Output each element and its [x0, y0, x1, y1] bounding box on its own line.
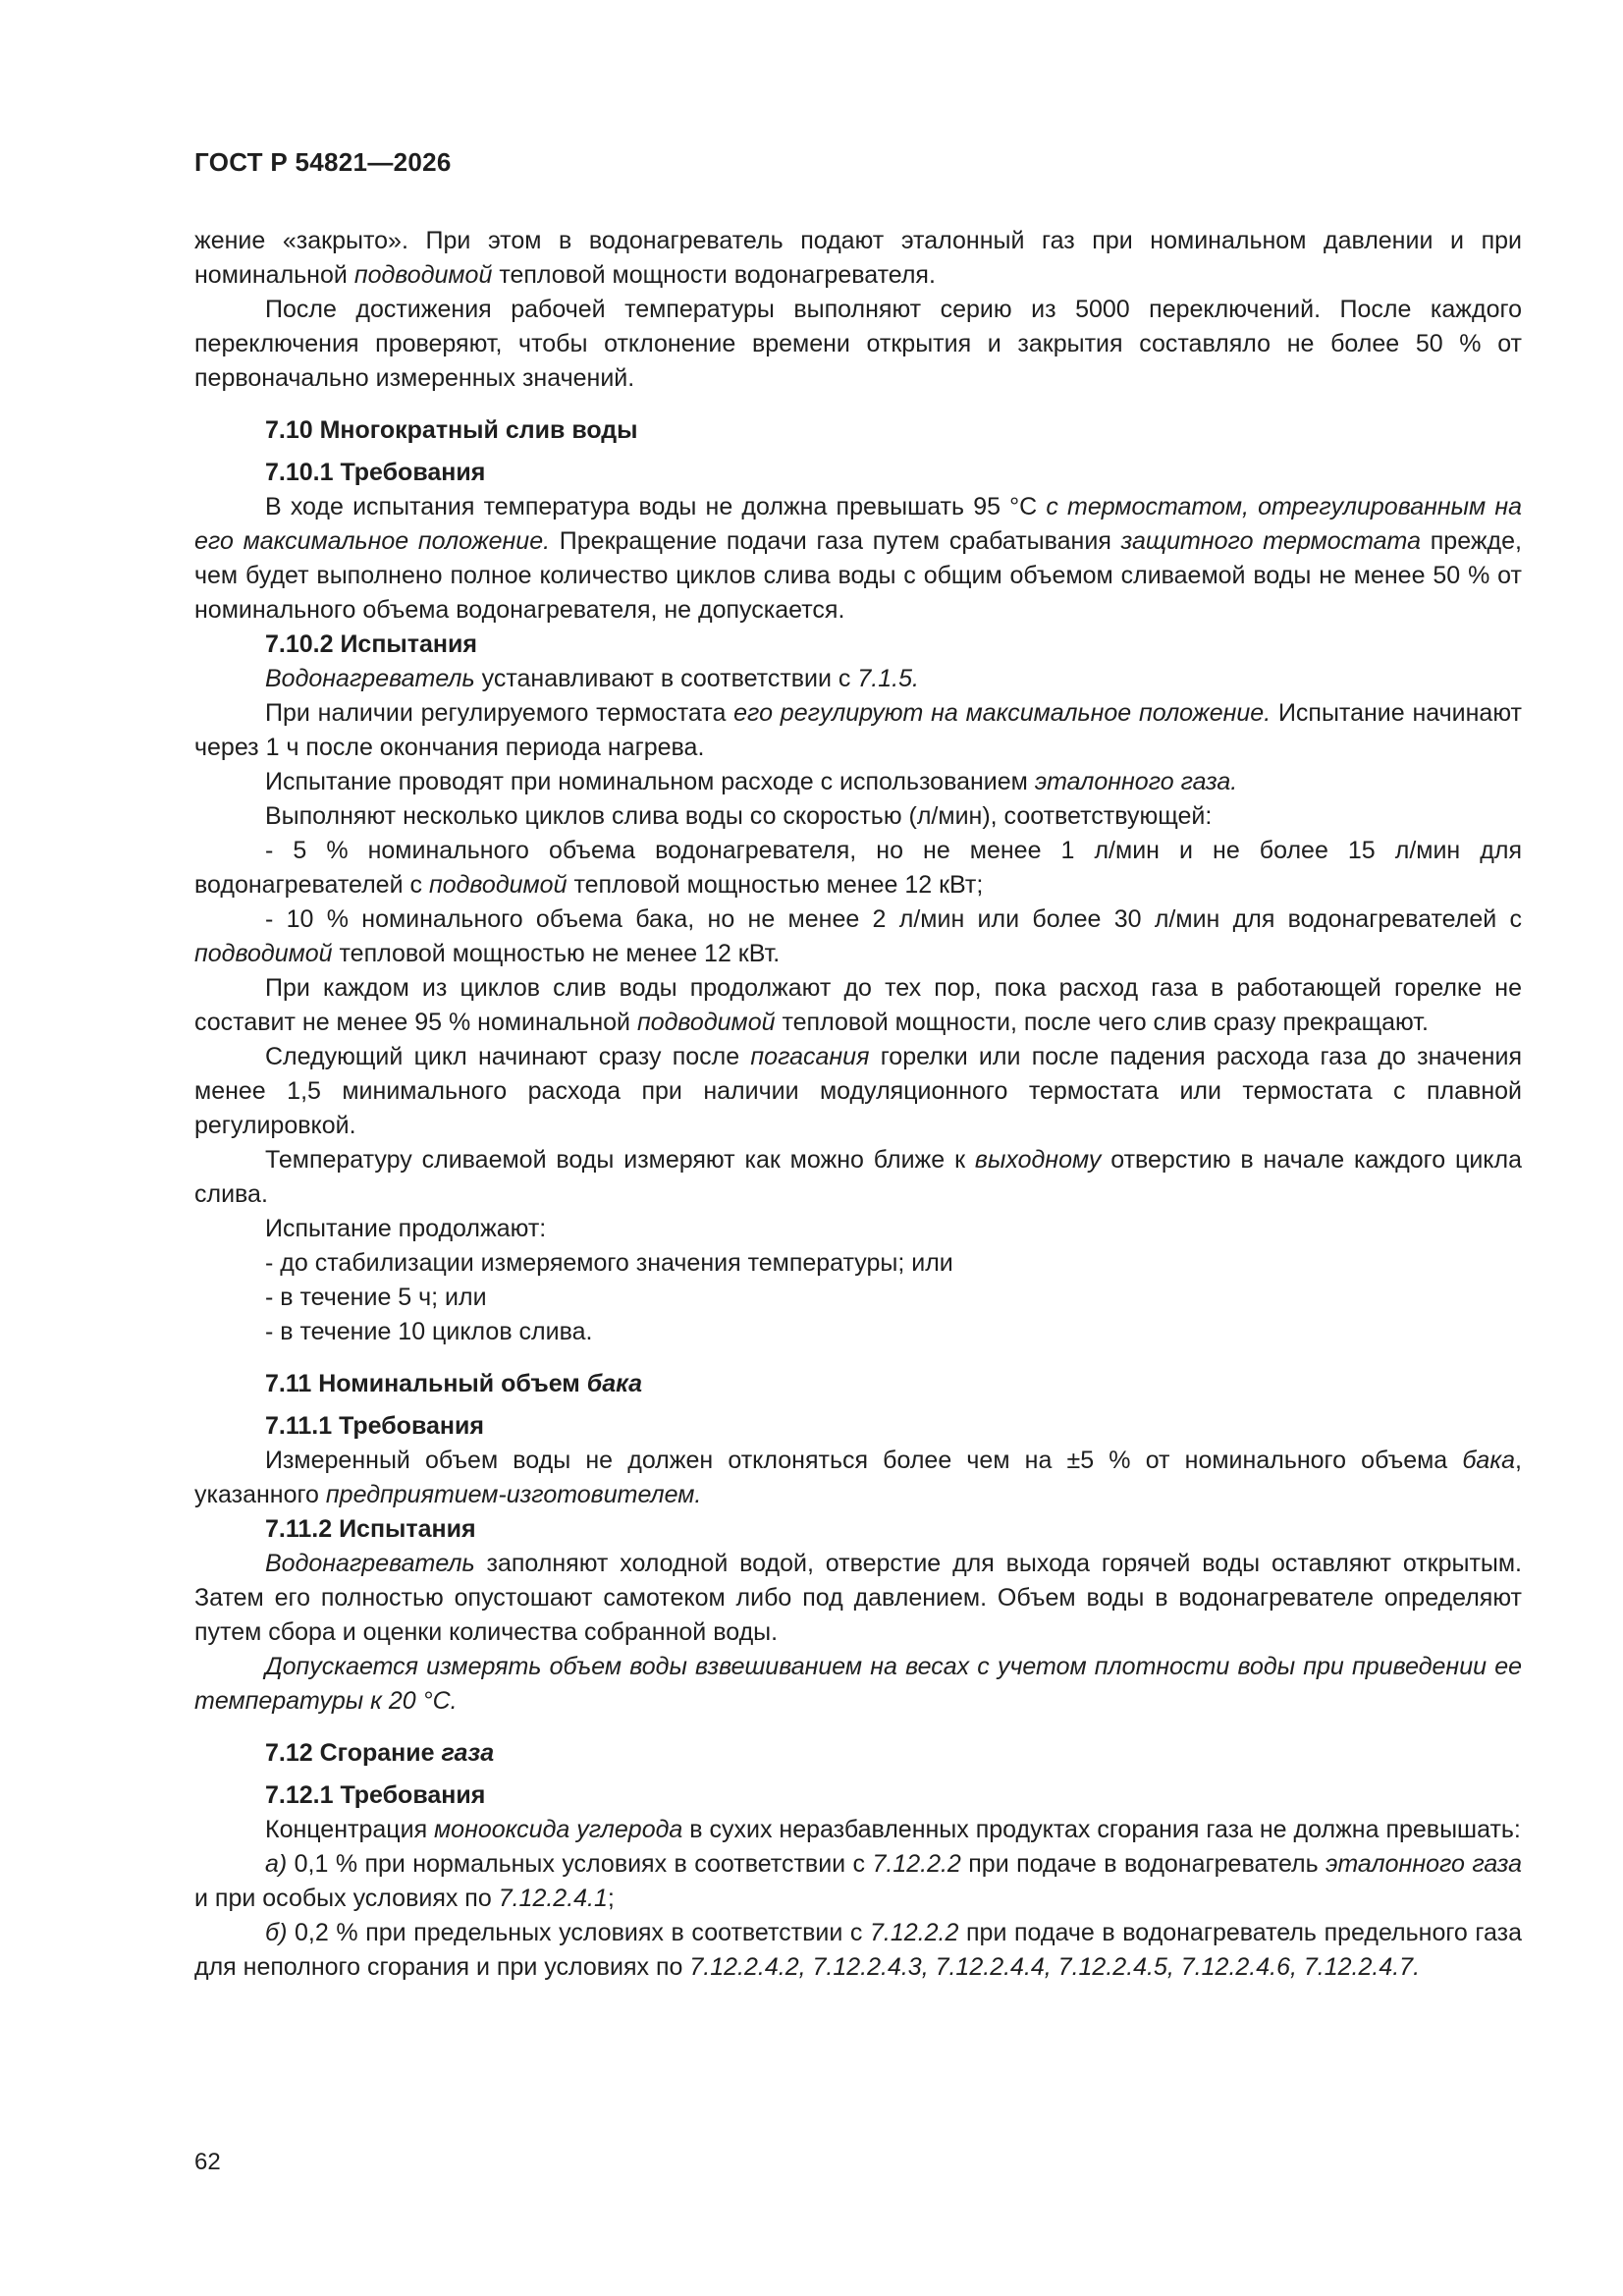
paragraph: Температуру сливаемой воды измеряют как можно ближе к выходному отверстию в начале каждого цикла слива. — [194, 1146, 1522, 1208]
section-heading-7-11: 7.11 Номинальный объем бака — [265, 1370, 642, 1397]
paragraph: Выполняют несколько циклов слива воды со скоростью (л/мин), соответствующей: — [265, 802, 1213, 830]
paragraph: Концентрация монооксида углерода в сухих неразбавленных продуктах сгорания газа не должна превышать: — [265, 1816, 1521, 1843]
document-body — [194, 224, 1522, 1985]
paragraph: После достижения рабочей температуры выполняют серию из 5000 переключений. После каждого переключения проверяют, чтобы отклонение времени открытия и закрытия составляло не более 50 % от первоначально измеренных значений. — [194, 296, 1522, 392]
list-item: - в течение 5 ч; или — [265, 1284, 487, 1311]
page-number: 62 — [194, 2149, 221, 2175]
section-heading-7-10: 7.10 Многократный слив воды — [265, 416, 638, 444]
list-item: - 5 % номинального объема водонагревателя, но не менее 1 л/мин и не более 15 л/мин для водонагревателей с подводимой тепловой мощностью менее 12 кВт; — [194, 837, 1522, 899]
list-item-a: а) 0,1 % при нормальных условиях в соответствии с 7.12.2.2 при подаче в водонагреватель эталонного газа и при особых условиях по 7.12.2.4.1; — [194, 1850, 1522, 1912]
paragraph: Испытание продолжают: — [265, 1215, 547, 1242]
paragraph: Водонагреватель устанавливают в соответствии с 7.1.5. — [265, 665, 919, 692]
subsection-heading-7-11-1: 7.11.1 Требования — [265, 1412, 484, 1440]
subsection-heading-7-12-1: 7.12.1 Требования — [265, 1781, 486, 1809]
paragraph: Испытание проводят при номинальном расходе с использованием эталонного газа. — [265, 768, 1238, 795]
subsection-heading-7-10-2: 7.10.2 Испытания — [265, 630, 477, 658]
paragraph: Измеренный объем воды не должен отклоняться более чем на ±5 % от номинального объема бака, указанного предприятием-изготовителем. — [194, 1447, 1522, 1508]
document-header: ГОСТ Р 54821—2026 — [194, 147, 452, 177]
paragraph: При каждом из циклов слив воды продолжают до тех пор, пока расход газа в работающей горелке не составит не менее 95 % номинальной подводимой тепловой мощности, после чего слив сразу прекращают. — [194, 974, 1522, 1036]
list-item: - 10 % номинального объема бака, но не менее 2 л/мин или более 30 л/мин для водонагревателей с подводимой тепловой мощностью не менее 12 кВт. — [194, 905, 1522, 967]
paragraph-note: Допускается измерять объем воды взвешиванием на весах с учетом плотности воды при приведении ее температуры к 20 °С. — [194, 1653, 1522, 1715]
list-item-b: б) 0,2 % при предельных условиях в соответствии с 7.12.2.2 при подаче в водонагреватель предельного газа для неполного сгорания и при условиях по 7.12.2.4.2, 7.12.2.4.3, 7.12.2.4.4, 7.12.2.4.5, 7.12.2.4.6, 7.12.2.4.7. — [194, 1919, 1522, 1981]
paragraph: Водонагреватель заполняют холодной водой, отверстие для выхода горячей воды оставляют открытым. Затем его полностью опустошают самотеком либо под давлением. Объем воды в водонагревателе определяют путем сбора и оценки количества собранной воды. — [194, 1550, 1522, 1646]
list-item: - до стабилизации измеряемого значения температуры; или — [265, 1249, 953, 1277]
section-heading-7-12: 7.12 Сгорание газа — [265, 1739, 495, 1767]
paragraph: жение «закрыто». При этом в водонагреватель подают эталонный газ при номинальном давлении и при номинальной подводимой тепловой мощности водонагревателя. — [194, 227, 1522, 289]
paragraph: Следующий цикл начинают сразу после погасания горелки или после падения расхода газа до значения менее 1,5 минимального расхода при наличии модуляционного термостата или термостата с плавной регулировкой. — [194, 1043, 1522, 1139]
subsection-heading-7-10-1: 7.10.1 Требования — [265, 459, 486, 486]
paragraph: При наличии регулируемого термостата его регулируют на максимальное положение. Испытание начинают через 1 ч после окончания периода нагрева. — [194, 699, 1522, 761]
paragraph: В ходе испытания температура воды не должна превышать 95 °С с термостатом, отрегулированным на его максимальное положение. Прекращение подачи газа путем срабатывания защитного термостата прежде, чем будет выполнено полное количество циклов слива воды с общим объемом сливаемой воды не менее 50 % от номинального объема водонагревателя, не допускается. — [194, 493, 1522, 624]
list-item: - в течение 10 циклов слива. — [265, 1318, 593, 1345]
subsection-heading-7-11-2: 7.11.2 Испытания — [265, 1515, 476, 1543]
